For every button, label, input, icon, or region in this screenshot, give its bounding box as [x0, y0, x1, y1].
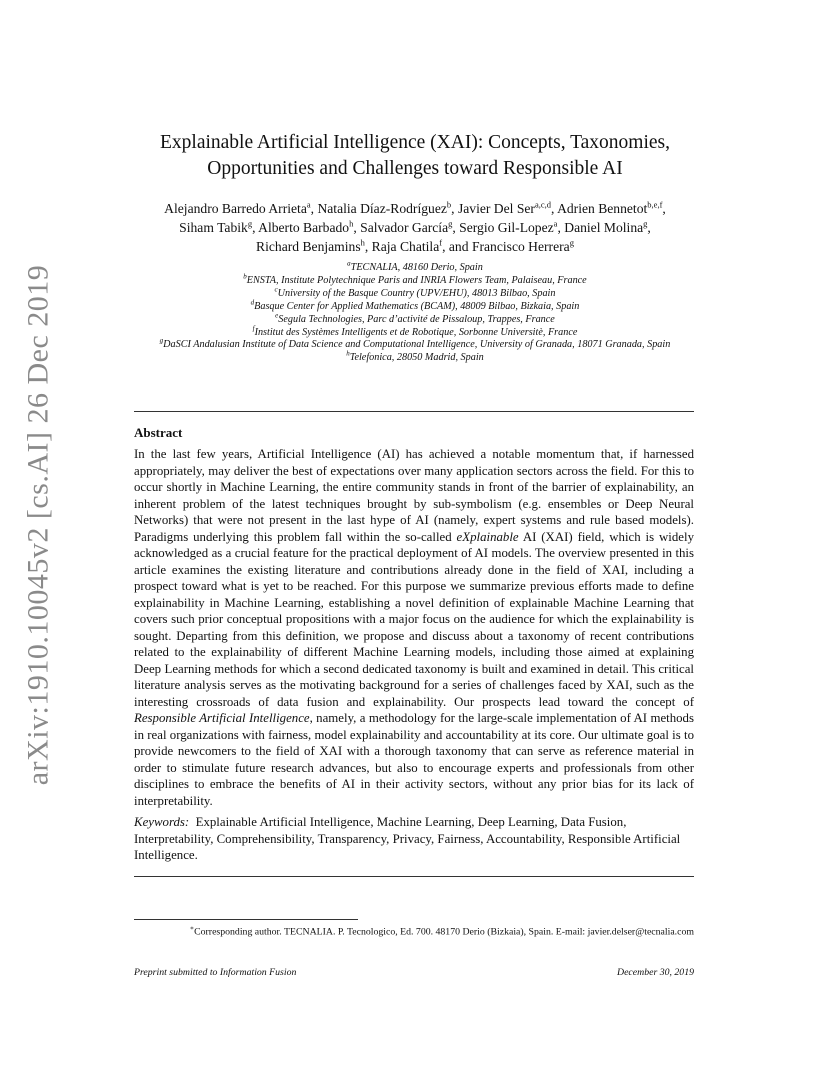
author-list — [120, 199, 710, 256]
footnote-mark: ∗ — [189, 925, 195, 932]
affiliation-list — [120, 259, 710, 365]
author-affil-mark: b — [446, 199, 452, 210]
author-name: Alberto Barbado — [258, 220, 350, 235]
footnote-rule — [134, 919, 358, 920]
affiliation-mark: e — [275, 311, 279, 320]
title-line-2: Opportunities and Challenges toward Responsible AI — [207, 158, 623, 179]
author-affil-mark: g — [448, 218, 453, 229]
author-name: Sergio Gil-Lopez — [459, 220, 554, 235]
abstract-body — [134, 446, 694, 809]
author-conjunction: and — [448, 239, 469, 254]
author-name: Salvador García — [360, 220, 449, 235]
affiliation-mark: f — [252, 324, 255, 333]
abstract-bottom-rule — [134, 876, 694, 877]
affiliation-mark: b — [243, 272, 247, 281]
author-name: Alejandro Barredo Arrieta — [164, 201, 307, 216]
author-affil-mark: a — [553, 218, 558, 229]
affiliation-text: Segula Technologies, Parc d’activité de Pissaloup, Trappes, France — [278, 313, 555, 325]
author-affil-mark: b,e,f — [647, 199, 663, 210]
affiliation-text: Basque Center for Applied Mathematics (BCAM), 48009 Bilbao, Bizkaia, Spain — [254, 300, 580, 312]
footer-date: December 30, 2019 — [617, 967, 694, 978]
abstract-heading: Abstract — [134, 425, 183, 440]
keywords-label: Keywords: — [134, 815, 190, 829]
footer-journal: Preprint submitted to Information Fusion — [134, 967, 297, 978]
affiliation-item — [120, 324, 710, 340]
author-affil-mark: h — [360, 237, 365, 248]
author-name: Raja Chatila — [371, 239, 440, 254]
affiliation-item — [120, 272, 710, 288]
page-footer — [134, 967, 694, 978]
affiliation-mark: c — [274, 285, 278, 294]
abstract-text: , namely, a methodology for the large-scale implementation of AI methods in real organizations with fairness, model explainability and accountability at its core. Our ultimate goal is to provide newcomers to the field of XAI with a thorough taxonomy that can serve as reference material in order to stimulate future research advances, but also to encourage experts and professionals from other disciplines to embrace the benefits of AI in their activity sectors, without any prior bias for its lack of interpretability. — [134, 711, 694, 808]
affiliation-text: ENSTA, Institute Polytechnique Paris and INRIA Flowers Team, Palaiseau, France — [246, 274, 587, 286]
affiliation-item — [120, 339, 710, 352]
author-name: Siham Tabik — [179, 220, 248, 235]
affiliation-mark: d — [250, 298, 255, 307]
abstract-emphasis: eXplainable — [456, 529, 519, 544]
abstract-text: AI (XAI) field, which is widely acknowledged as a crucial feature for the practical deployment of AI models. The overview presented in this article examines the existing literature and contributions already done in the field of XAI, including a prospect toward what is yet to be reached. For this purpose we summarize previous efforts made to define explainability in Machine Learning, establishing a novel definition of explainable Machine Learning that covers such prior conceptual propositions with a major focus on the audience for which the explainability is sought. Departing from this definition, we propose and discuss about a taxonomy of recent contributions related to the explainability of different Machine Learning models, including those aimed at explaining Deep Learning methods for which a second dedicated taxonomy is built and examined in detail. This critical literature analysis serves as the motivating background for a series of challenges faced by XAI, such as the interesting crossroads of data fusion and explainability. Our prospects lead toward the concept of — [134, 529, 694, 709]
affiliation-text: Institut des Systèmes Intelligents et de Robotique, Sorbonne Universitè, France — [254, 326, 578, 338]
keywords — [134, 814, 694, 864]
affiliation-text: Telefonica, 28050 Madrid, Spain — [349, 352, 484, 364]
abstract-text: In the last few years, Artificial Intelligence (AI) has achieved a notable momentum that, if harnessed appropriately, may deliver the best of expectations over many application sectors across the field. For this to occur shortly in Machine Learning, the entire community stands in front of the barrier of explainability, an inherent problem of the latest techniques brought by sub-symbolism (e.g. ensembles or Deep Neural Networks) that were not present in the last hype of AI (namely, expert systems and rule based models). Paradigms underlying this problem fall within the so-called — [134, 447, 694, 544]
author-name: Adrien Bennetot — [557, 201, 648, 216]
footnote-text: Corresponding author. TECNALIA. P. Tecnologico, Ed. 700. 48170 Derio (Bizkaia), Spain. E-mail: javier.delser@tecnalia.com — [194, 926, 694, 938]
affiliation-mark: g — [159, 337, 164, 346]
author-name: Daniel Molina — [564, 220, 644, 235]
affiliation-text: University of the Basque Country (UPV/EHU), 48013 Bilbao, Spain — [277, 287, 556, 299]
affiliation-text: DaSCI Andalusian Institute of Data Science and Computational Intelligence, University of Granada, 18071 Granada, Spain — [163, 339, 671, 351]
affiliation-item — [120, 285, 710, 301]
affiliation-item — [120, 311, 710, 327]
affiliation-item — [120, 259, 710, 275]
abstract-top-rule — [134, 411, 694, 412]
author-affil-mark: g — [643, 218, 648, 229]
arxiv-stamp-text: arXiv:1910.10045v2 [cs.AI] 26 Dec 2019 — [21, 264, 54, 786]
arxiv-stamp — [20, 264, 56, 786]
author-affil-mark: f — [439, 237, 443, 248]
keywords-text: Explainable Artificial Intelligence, Machine Learning, Deep Learning, Data Fusion, Interpretability, Comprehensibility, Transparency, Privacy, Fairness, Accountability, Responsible Artificial Intelligence. — [134, 815, 681, 862]
footnote — [134, 923, 694, 938]
affiliation-item — [120, 298, 710, 314]
author-name: Javier Del Ser — [457, 201, 535, 216]
author-affil-mark: g — [247, 218, 253, 229]
author-line-3: Richard Benjamins$^h$, Raja Chatila$^f$, and Francisco Herrera$^g$ — [256, 237, 574, 254]
author-affil-mark: g — [569, 237, 574, 248]
affiliation-mark: a — [347, 259, 351, 268]
author-name: Francisco Herrera — [471, 239, 570, 254]
author-line-1: Alejandro Barredo Arrieta$^a$, Natalia Díaz-Rodríguez$^b$, Javier Del Ser$^{a,c,d}$, Adrien Bennetot$^{b,e,f}$, — [164, 199, 666, 216]
affiliation-item — [120, 349, 710, 365]
author-affil-mark: h — [349, 218, 354, 229]
abstract-emphasis: Responsible Artificial Intelligence — [134, 711, 310, 725]
affiliation-mark: h — [346, 349, 350, 358]
author-line-2: Siham Tabik$^g$, Alberto Barbado$^h$, Salvador García$^g$, Sergio Gil-Lopez$^a$, Daniel Molina$^g$, — [179, 218, 651, 235]
paper-title — [120, 130, 710, 182]
author-affil-mark: a — [306, 199, 311, 210]
author-affil-mark: a,c,d — [534, 199, 552, 210]
title-line-1: Explainable Artificial Intelligence (XAI): Concepts, Taxonomies, — [160, 132, 670, 153]
author-name: Natalia Díaz-Rodríguez — [317, 201, 447, 216]
affiliation-text: TECNALIA, 48160 Derio, Spain — [350, 262, 483, 273]
author-name: Richard Benjamins — [256, 239, 361, 254]
